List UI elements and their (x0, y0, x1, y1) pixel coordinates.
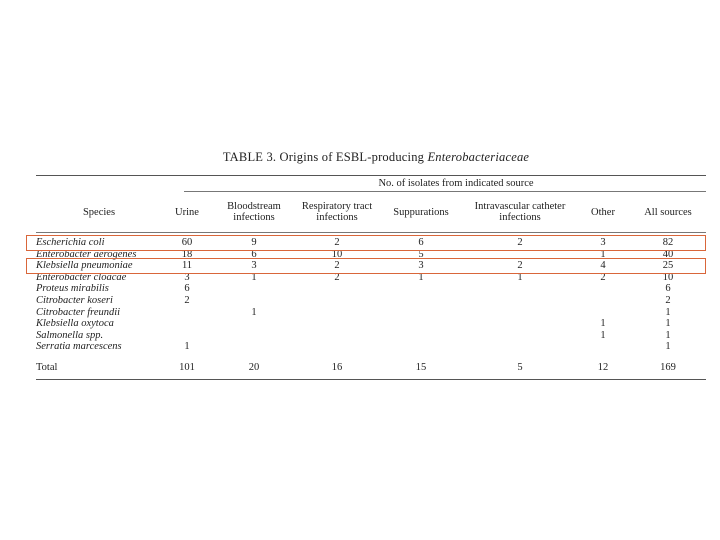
species-cell: Salmonella spp. (36, 329, 104, 341)
header-respiratory: Respiratory tract infections (301, 201, 373, 223)
value-cell (464, 330, 576, 342)
value-cell: 2 (517, 260, 523, 272)
data-table (36, 192, 706, 379)
caption-italic: Enterobacteriaceae (427, 150, 530, 164)
species-cell: Citrobacter freundii (36, 306, 121, 318)
header-other: Other (591, 206, 615, 218)
value-cell (576, 283, 630, 295)
total-value: 15 (415, 362, 427, 374)
species-cell: Proteus mirabilis (36, 283, 109, 295)
bottom-rule (36, 379, 706, 380)
value-cell (378, 307, 464, 319)
value-cell: 60 (181, 237, 193, 248)
value-cell: 40 (662, 248, 674, 260)
value-cell (464, 295, 576, 307)
header-catheter: Intravascular catheter infections (474, 201, 566, 223)
table-caption (46, 150, 706, 165)
table-row (36, 307, 706, 319)
value-cell (296, 318, 378, 330)
value-cell (576, 307, 630, 319)
value-cell (162, 307, 212, 319)
total-row (36, 355, 706, 379)
species-cell: Escherichia coli (36, 237, 105, 248)
table-row (36, 330, 706, 342)
value-cell (162, 330, 212, 342)
value-cell (464, 283, 576, 295)
value-cell: 1 (600, 318, 606, 330)
value-cell (378, 283, 464, 295)
caption-prefix: TABLE 3. Origins of ESBL-producing (222, 150, 428, 164)
value-cell: 6 (184, 283, 190, 295)
value-cell (296, 341, 378, 353)
value-cell: 5 (418, 248, 424, 260)
value-cell (296, 295, 378, 307)
value-cell: 1 (517, 271, 523, 283)
value-cell: 1 (251, 306, 257, 318)
value-cell: 1 (665, 341, 671, 353)
total-value: 20 (248, 362, 260, 374)
value-cell (378, 330, 464, 342)
value-cell (464, 318, 576, 330)
value-cell: 6 (418, 237, 424, 248)
value-cell: 2 (334, 237, 340, 248)
value-cell: 1 (665, 306, 671, 318)
value-cell (464, 341, 576, 353)
value-cell (212, 295, 296, 307)
value-cell: 18 (181, 248, 193, 260)
value-cell: 1 (600, 248, 606, 260)
value-cell: 2 (334, 260, 340, 272)
value-cell: 1 (665, 318, 671, 330)
value-cell (296, 307, 378, 319)
value-cell (212, 330, 296, 342)
species-cell: Enterobacter cloacae (36, 271, 127, 283)
table-row (36, 341, 706, 353)
header-urine: Urine (175, 206, 199, 218)
header-row (36, 192, 706, 233)
table-row (36, 283, 706, 295)
species-cell: Klebsiella pneumoniae (36, 260, 133, 272)
value-cell: 2 (600, 271, 606, 283)
value-cell (162, 318, 212, 330)
value-cell (464, 307, 576, 319)
header-all-sources: All sources (644, 206, 692, 218)
total-value: 5 (517, 362, 523, 374)
value-cell: 3 (251, 260, 257, 272)
value-cell: 6 (251, 248, 257, 260)
total-value: 169 (660, 362, 676, 374)
value-cell (576, 295, 630, 307)
value-cell: 2 (665, 294, 671, 306)
value-cell (378, 318, 464, 330)
value-cell (296, 330, 378, 342)
value-cell: 1 (418, 271, 424, 283)
value-cell (378, 341, 464, 353)
row-highlight-box (26, 258, 706, 274)
value-cell (378, 295, 464, 307)
value-cell: 10 (331, 248, 343, 260)
header-bloodstream: Bloodstream infections (227, 201, 281, 223)
species-cell: Serratia marcescens (36, 341, 122, 353)
value-cell (212, 283, 296, 295)
value-cell: 1 (251, 271, 257, 283)
value-cell: 82 (662, 237, 674, 248)
row-highlight-box (26, 235, 706, 251)
table-row (36, 295, 706, 307)
table-row (36, 318, 706, 330)
value-cell (212, 318, 296, 330)
species-cell: Citrobacter koseri (36, 294, 113, 306)
species-cell: Klebsiella oxytoca (36, 318, 114, 330)
total-value: 101 (179, 362, 195, 374)
value-cell: 11 (181, 260, 193, 272)
value-cell: 1 (665, 329, 671, 341)
value-cell (212, 341, 296, 353)
value-cell (576, 341, 630, 353)
value-cell: 3 (184, 271, 190, 283)
value-cell: 4 (600, 260, 606, 272)
value-cell: 10 (662, 271, 674, 283)
value-cell: 9 (251, 237, 257, 248)
value-cell: 2 (334, 271, 340, 283)
value-cell: 2 (184, 294, 190, 306)
value-cell: 6 (665, 283, 671, 295)
total-value: 12 (597, 362, 609, 374)
value-cell: 25 (662, 260, 674, 272)
species-cell: Enterobacter aerogenes (36, 248, 137, 260)
column-spanner: No. of isolates from indicated source (378, 178, 534, 189)
value-cell: 3 (600, 237, 606, 248)
value-cell: 2 (517, 237, 523, 248)
value-cell: 1 (184, 341, 190, 353)
value-cell: 3 (418, 260, 424, 272)
value-cell: 1 (600, 329, 606, 341)
value-cell (296, 283, 378, 295)
total-label: Total (36, 362, 58, 374)
header-suppurations: Suppurations (393, 206, 449, 218)
header-species: Species (82, 206, 116, 218)
total-value: 16 (331, 362, 343, 374)
